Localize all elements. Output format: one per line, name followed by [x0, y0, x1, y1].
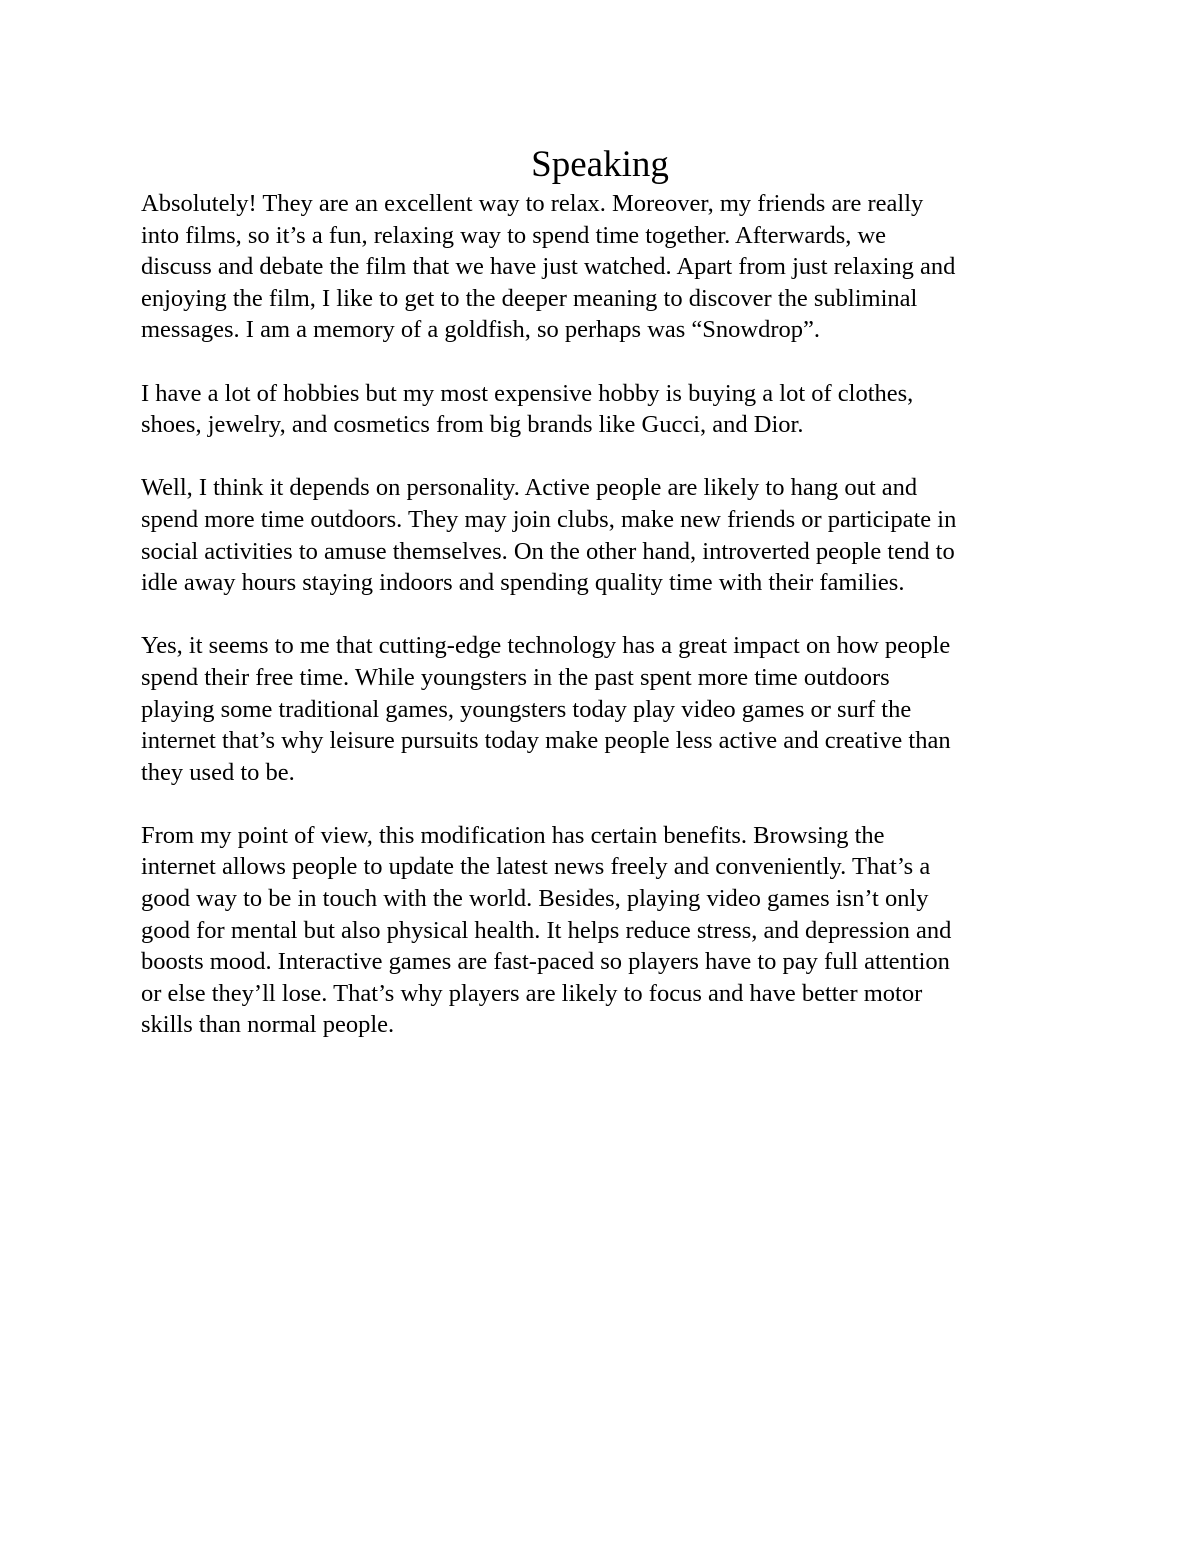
text-line: spend more time outdoors. They may join clubs, make new friends or participate in	[141, 505, 957, 533]
document-body	[141, 188, 1061, 1073]
text-line: good way to be in touch with the world. Besides, playing video games isn’t only	[141, 885, 929, 913]
paragraph-3	[141, 472, 1061, 598]
text-line: enjoying the film, I like to get to the deeper meaning to discover the subliminal	[141, 284, 918, 312]
text-line: Well, I think it depends on personality. Active people are likely to hang out and	[141, 474, 918, 502]
text-line: Yes, it seems to me that cutting-edge technology has a great impact on how people	[141, 632, 951, 660]
text-line: social activities to amuse themselves. On the other hand, introverted people tend to	[141, 537, 955, 565]
text-line: discuss and debate the film that we have just watched. Apart from just relaxing and	[141, 253, 956, 281]
text-line: Absolutely! They are an excellent way to relax. Moreover, my friends are really	[141, 190, 924, 217]
text-line: idle away hours staying indoors and spending quality time with their families.	[141, 569, 905, 597]
text-line: skills than normal people.	[141, 1011, 395, 1039]
text-line: boosts mood. Interactive games are fast-paced so players have to pay full attention	[141, 948, 950, 976]
paragraph-5	[141, 820, 1061, 1041]
paragraph-2	[141, 378, 1061, 441]
paragraph-1	[141, 188, 1061, 346]
text-line: shoes, jewelry, and cosmetics from big brands like Gucci, and Dior.	[141, 411, 804, 439]
text-line: good for mental but also physical health. It helps reduce stress, and depression and	[141, 916, 952, 944]
text-line: into films, so it’s a fun, relaxing way to spend time together. Afterwards, we	[141, 221, 887, 249]
text-line: From my point of view, this modification has certain benefits. Browsing the	[141, 821, 885, 849]
text-line: I have a lot of hobbies but my most expensive hobby is buying a lot of clothes,	[141, 379, 914, 407]
text-line: playing some traditional games, youngsters today play video games or surf the	[141, 695, 912, 723]
text-line: internet that’s why leisure pursuits today make people less active and creative than	[141, 727, 951, 755]
text-line: internet allows people to update the latest news freely and conveniently. That’s a	[141, 853, 931, 881]
text-line: messages. I am a memory of a goldfish, so perhaps was “Snowdrop”.	[141, 316, 821, 344]
text-line: or else they’ll lose. That’s why players are likely to focus and have better motor	[141, 979, 923, 1007]
paragraph-4	[141, 630, 1061, 788]
document-title: Speaking	[531, 144, 669, 185]
text-line: they used to be.	[141, 758, 295, 786]
text-line: spend their free time. While youngsters in the past spent more time outdoors	[141, 663, 890, 691]
